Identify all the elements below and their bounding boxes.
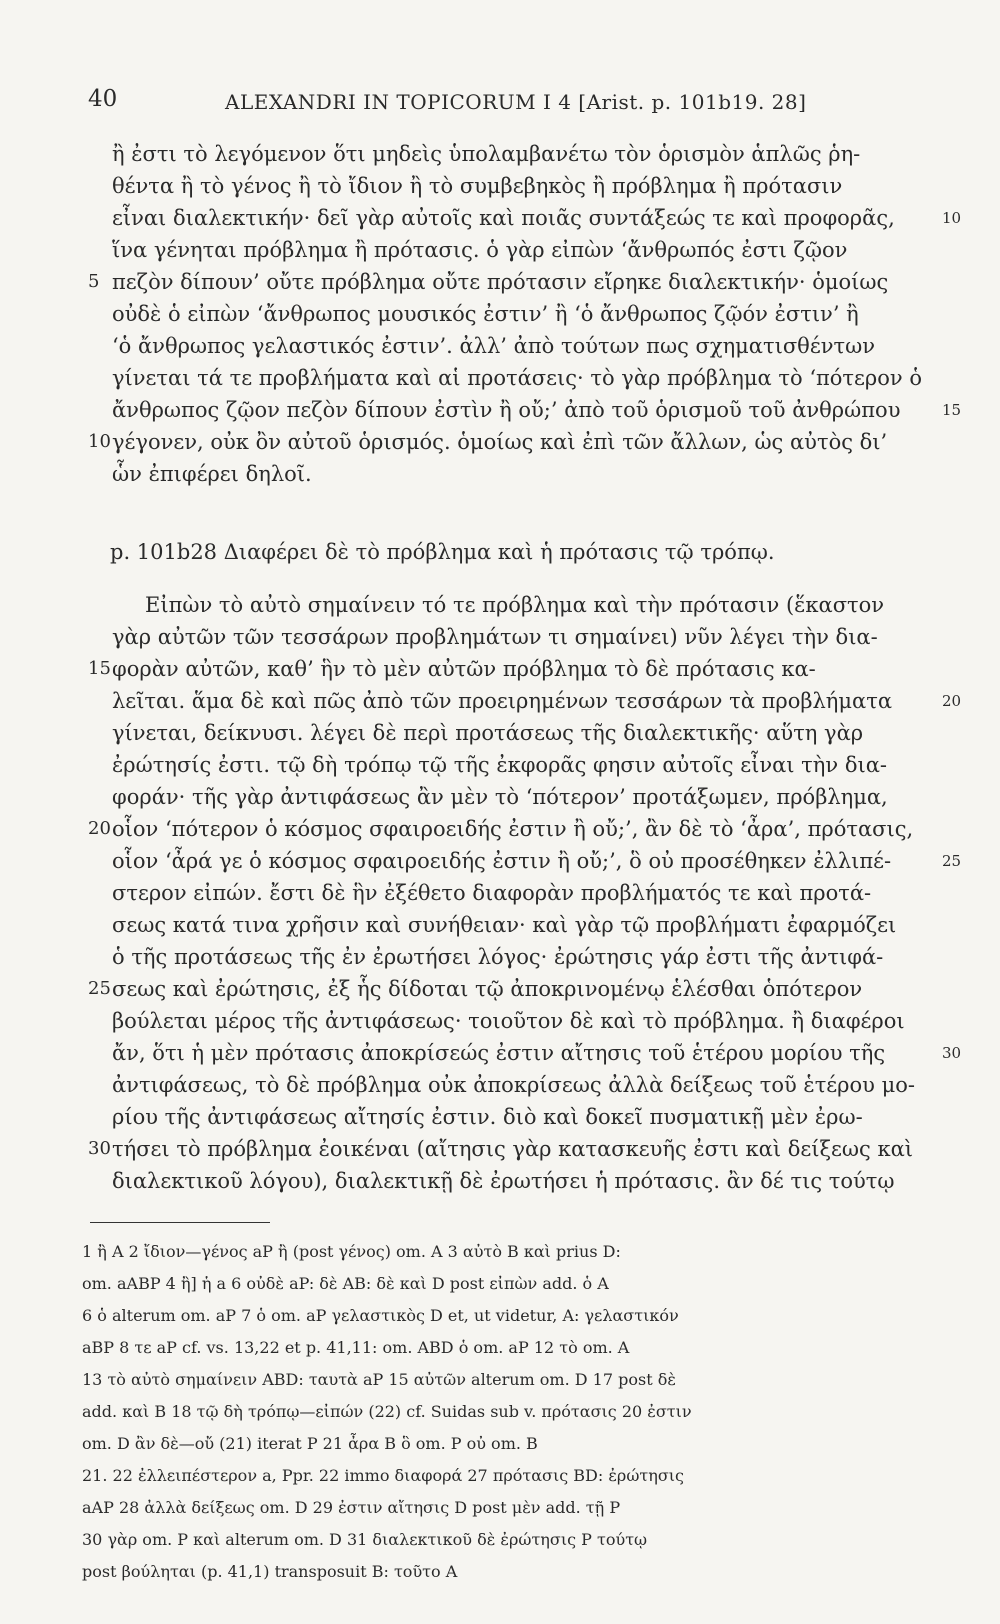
page-number: 40 <box>88 86 118 112</box>
line-number: 30 <box>942 1044 962 1062</box>
text-line: γὰρ αὐτῶν τῶν τεσσάρων προβλημάτων τι σημαίνει) νῦν λέγει τὴν δια- <box>112 625 878 649</box>
footnote-line: post βούληται (p. 41,1) transposuit B: τοῦτο A <box>82 1562 458 1581</box>
footnote-line: 1 ἢ A 2 ἴδιον—γένος aP ἢ (post γένος) om. A 3 αὐτὸ B καὶ prius D: <box>82 1242 621 1261</box>
text-line: φοράν· τῆς γὰρ ἀντιφάσεως ἂν μὲν τὸ ‘πότερον’ προτάξωμεν, πρόβλημα, <box>112 785 888 809</box>
line-number: 20 <box>88 818 111 839</box>
text-line: ὧν ἐπιφέρει δηλοῖ. <box>112 462 312 486</box>
line-number: 30 <box>88 1138 111 1159</box>
text-line: γίνεται τά τε προβλήματα καὶ αἱ προτάσεις· τὸ γὰρ πρόβλημα τὸ ‘πότερον ὁ <box>112 366 923 390</box>
footnote-line: om. D ἂν δὲ—οὔ (21) iterat P 21 ἆρα B ὃ om. P οὐ om. B <box>82 1434 538 1453</box>
text-line: οὐδὲ ὁ εἰπὼν ‘ἄνθρωπος μουσικός ἐστιν’ ἢ ‘ὁ ἄνθρωπος ζῷόν ἐστιν’ ἢ <box>112 302 859 326</box>
text-line: ἵνα γένηται πρόβλημα ἢ πρότασις. ὁ γὰρ εἰπὼν ‘ἄνθρωπός ἐστι ζῷον <box>112 238 848 262</box>
line-number: 5 <box>88 271 100 292</box>
text-line: ἄνθρωπος ζῷον πεζὸν δίπουν ἐστὶν ἢ οὔ;’ ἀπὸ τοῦ ὁρισμοῦ τοῦ ἀνθρώπου <box>112 398 901 422</box>
footnote-line: 30 γὰρ om. P καὶ alterum om. D 31 διαλεκτικοῦ δὲ ἐρώτησις P τούτῳ <box>82 1530 648 1549</box>
footnote-line: aAP 28 ἀλλὰ δείξεως om. D 29 ἐστιν αἴτησις D post μὲν add. τῇ P <box>82 1498 621 1517</box>
text-line: θέντα ἢ τὸ γένος ἢ τὸ ἴδιον ἢ τὸ συμβεβηκὸς ἢ πρόβλημα ἢ πρότασιν <box>112 174 843 198</box>
text-line: ‘ὁ ἄνθρωπος γελαστικός ἐστιν’. ἀλλ’ ἀπὸ τούτων πως σχηματισθέντων <box>112 334 875 358</box>
line-number: 15 <box>88 658 111 679</box>
footnote-line: aBP 8 τε aP cf. vs. 13,22 et p. 41,11: om. ABD ὁ om. aP 12 τὸ om. A <box>82 1338 630 1357</box>
text-line: οἷον ‘ἆρά γε ὁ κόσμος σφαιροειδής ἐστιν ἢ οὔ;’, ὃ οὐ προσέθηκεν ἐλλιπέ- <box>112 849 892 873</box>
section-heading: p. 101b28 Διαφέρει δὲ τὸ πρόβλημα καὶ ἡ πρότασις τῷ τρόπῳ. <box>110 540 775 564</box>
text-line: ἄν, ὅτι ἡ μὲν πρότασις ἀποκρίσεώς ἐστιν αἴτησις τοῦ ἑτέρου μορίου τῆς <box>112 1041 886 1065</box>
line-number: 20 <box>942 692 962 710</box>
footnote-line: 6 ὁ alterum om. aP 7 ὁ om. aP γελαστικὸς D et, ut videtur, A: γελαστικόν <box>82 1306 679 1325</box>
footnote-rule <box>90 1222 270 1223</box>
text-line: γίνεται, δείκνυσι. λέγει δὲ περὶ προτάσεως τῆς διαλεκτικῆς· αὕτη γὰρ <box>112 721 864 745</box>
text-line: σεως καὶ ἐρώτησις, ἐξ ἧς δίδοται τῷ ἀποκρινομένῳ ἑλέσθαι ὁπότερον <box>112 977 863 1001</box>
text-line: διαλεκτικοῦ λόγου), διαλεκτικῇ δὲ ἐρωτήσει ἡ πρότασις. ἂν δέ τις τούτῳ <box>112 1169 895 1193</box>
line-number: 25 <box>88 978 111 999</box>
text-line: Εἰπὼν τὸ αὐτὸ σημαίνειν τό τε πρόβλημα καὶ τὴν πρότασιν (ἕκαστον <box>145 593 885 617</box>
text-line: σεως κατά τινα χρῆσιν καὶ συνήθειαν· καὶ γὰρ τῷ προβλήματι ἐφαρμόζει <box>112 913 897 937</box>
text-line: οἷον ‘πότερον ὁ κόσμος σφαιροειδής ἐστιν ἢ οὔ;’, ἂν δὲ τὸ ‘ἆρα’, πρότασις, <box>112 817 914 841</box>
text-line: πεζὸν δίπουν’ οὔτε πρόβλημα οὔτε πρότασιν εἴρηκε διαλεκτικήν· ὁμοίως <box>112 270 889 294</box>
line-number: 15 <box>942 401 962 419</box>
line-number: 25 <box>942 852 962 870</box>
text-line: εἶναι διαλεκτικήν· δεῖ γὰρ αὐτοῖς καὶ ποιᾶς συντάξεώς τε καὶ προφορᾶς, <box>112 206 895 230</box>
line-number: 10 <box>942 209 962 227</box>
running-title: ALEXANDRI IN TOPICORUM I 4 [Arist. p. 101b19. 28] <box>225 90 807 114</box>
footnote-line: add. καὶ B 18 τῷ δὴ τρόπῳ—εἰπών (22) cf. Suidas sub v. πρότασις 20 ἐστιν <box>82 1402 692 1421</box>
text-line: τήσει τὸ πρόβλημα ἐοικέναι (αἴτησις γὰρ κατασκευῆς ἐστι καὶ δείξεως καὶ <box>112 1137 914 1161</box>
footnote-line: 13 τὸ αὐτὸ σημαίνειν ABD: ταυτὰ aP 15 αὐτῶν alterum om. D 17 post δὲ <box>82 1370 676 1389</box>
line-number: 10 <box>88 431 111 452</box>
text-line: ἢ ἐστι τὸ λεγόμενον ὅτι μηδεὶς ὑπολαμβανέτω τὸν ὁρισμὸν ἁπλῶς ῥη- <box>112 142 861 166</box>
text-line: βούλεται μέρος τῆς ἀντιφάσεως· τοιοῦτον δὲ καὶ τὸ πρόβλημα. ἢ διαφέροι <box>112 1009 905 1033</box>
text-line: στερον εἰπών. ἔστι δὲ ἣν ἐξέθετο διαφορὰν προβλήματός τε καὶ προτά- <box>112 881 872 905</box>
text-line: ρίου τῆς ἀντιφάσεως αἴτησίς ἐστιν. διὸ καὶ δοκεῖ πυσματικῇ μὲν ἐρω- <box>112 1105 863 1129</box>
text-line: ἀντιφάσεως, τὸ δὲ πρόβλημα οὐκ ἀποκρίσεως ἀλλὰ δείξεως τοῦ ἑτέρου μο- <box>112 1073 916 1097</box>
text-line: ἐρώτησίς ἐστι. τῷ δὴ τρόπῳ τῷ τῆς ἐκφορᾶς φησιν αὐτοῖς εἶναι τὴν δια- <box>112 753 887 777</box>
text-line: λεῖται. ἅμα δὲ καὶ πῶς ἀπὸ τῶν προειρημένων τεσσάρων τὰ προβλήματα <box>112 689 893 713</box>
text-line: γέγονεν, οὐκ ὂν αὐτοῦ ὁρισμός. ὁμοίως καὶ ἐπὶ τῶν ἄλλων, ὡς αὐτὸς δι’ <box>112 430 888 454</box>
text-line: ὁ τῆς προτάσεως τῆς ἐν ἐρωτήσει λόγος· ἐρώτησις γάρ ἐστι τῆς ἀντιφά- <box>112 945 884 969</box>
footnote-line: om. aABP 4 ἢ] ἡ a 6 οὐδὲ aP: δὲ AB: δὲ καὶ D post εἰπὼν add. ὁ A <box>82 1274 609 1293</box>
footnote-line: 21. 22 ἐλλειπέστερον a, Ppr. 22 immo διαφορά 27 πρότασις BD: ἐρώτησις <box>82 1466 684 1485</box>
text-line: φορὰν αὐτῶν, καθ’ ἣν τὸ μὲν αὐτῶν πρόβλημα τὸ δὲ πρότασις κα- <box>112 657 816 681</box>
